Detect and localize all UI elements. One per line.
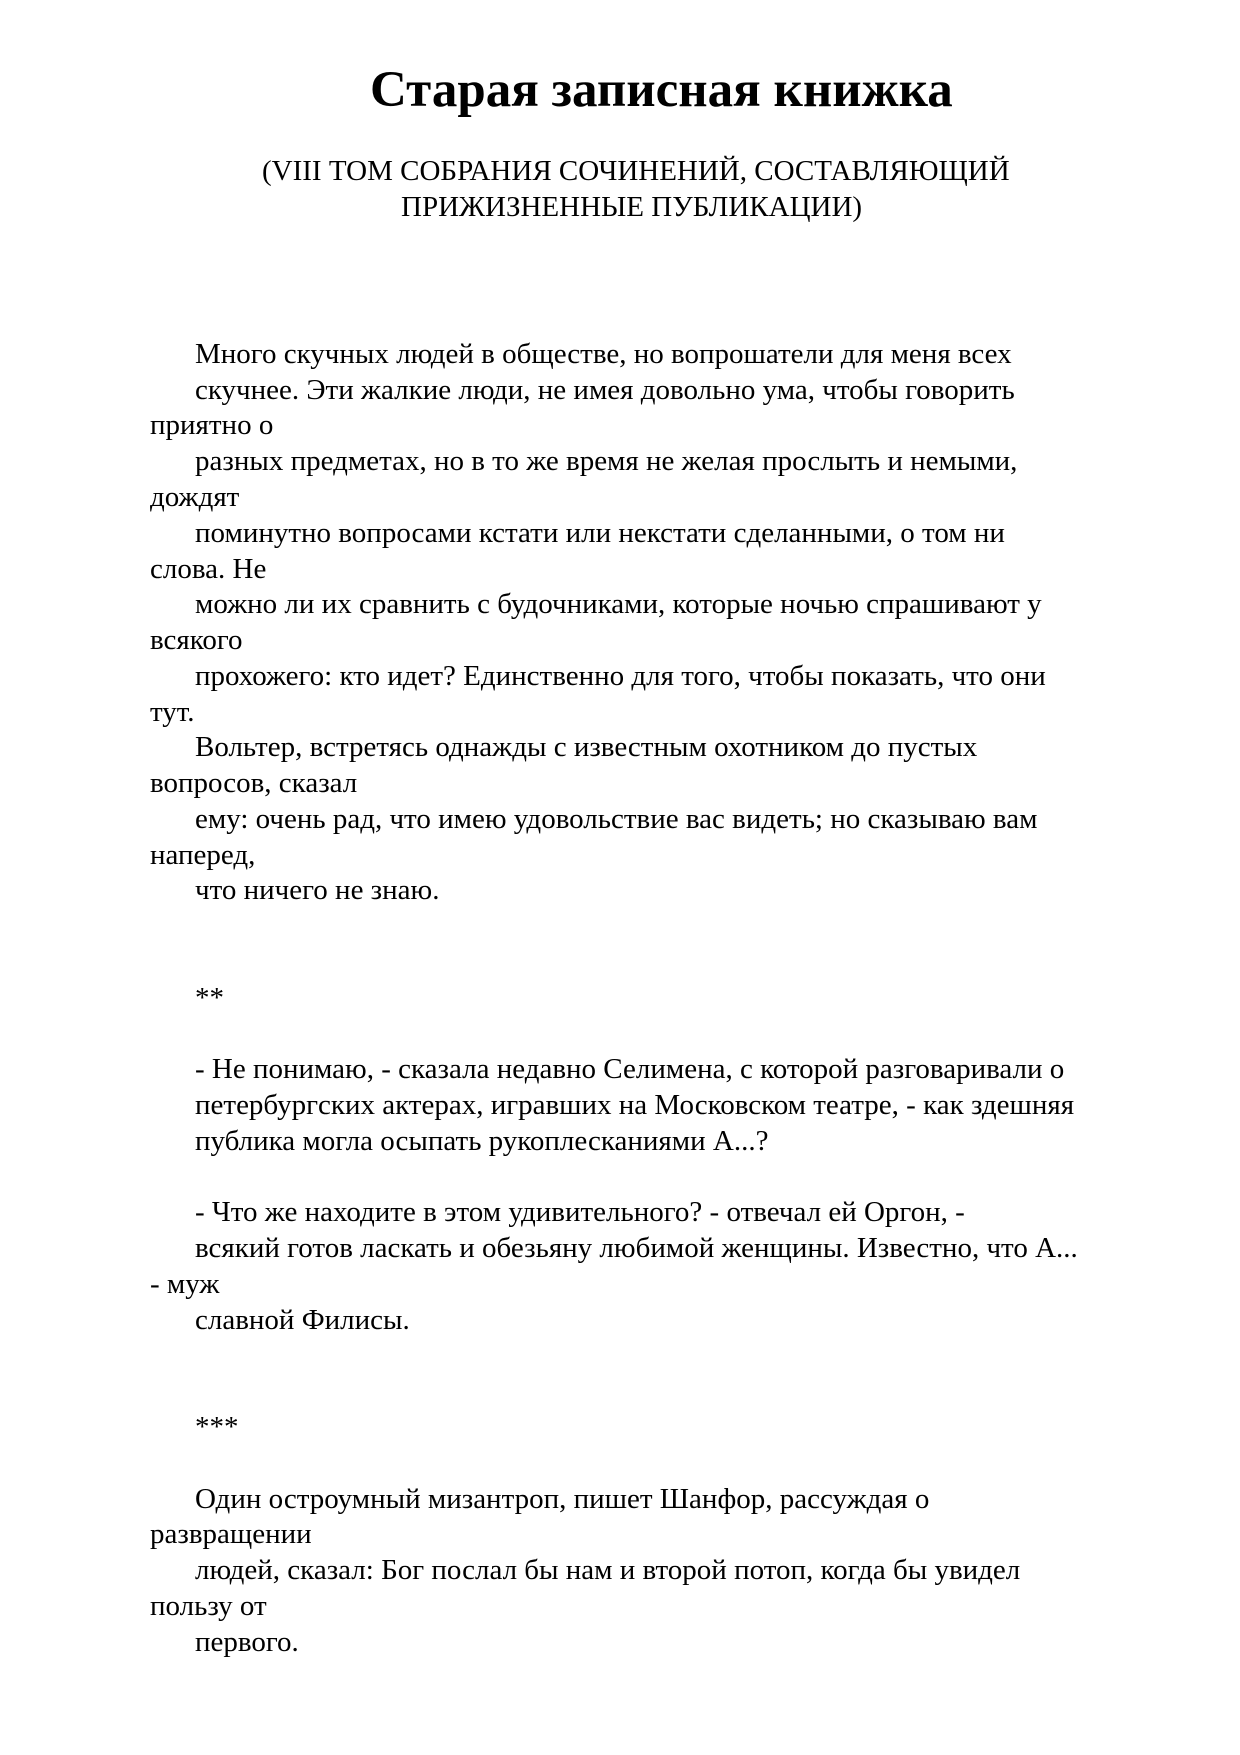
text-line: поминутно вопросами кстати или некстати сделанными, о том ни xyxy=(195,517,1005,549)
text-line: тут. xyxy=(150,696,195,728)
text-line: можно ли их сравнить с будочниками, которые ночью спрашивают у xyxy=(195,588,1042,620)
text-line: всякий готов ласкать и обезьяну любимой женщины. Известно, что А... xyxy=(195,1232,1078,1264)
text-line: пользу от xyxy=(150,1590,267,1622)
text-line: наперед, xyxy=(150,839,256,871)
text-line: слова. Не xyxy=(150,553,267,585)
text-line: вопросов, сказал xyxy=(150,767,358,799)
text-line: разных предметах, но в то же время не желая прослыть и немыми, xyxy=(195,445,1018,477)
text-line: всякого xyxy=(150,624,243,656)
text-line: ему: очень рад, что имею удовольствие вас видеть; но сказываю вам xyxy=(195,803,1038,835)
text-line: - Не понимаю, - сказала недавно Селимена, с которой разговаривали о xyxy=(195,1053,1065,1085)
section-separator: *** xyxy=(195,1411,239,1443)
text-line: славной Филисы. xyxy=(195,1304,410,1336)
text-line: что ничего не знаю. xyxy=(195,874,440,906)
text-line: скучнее. Эти жалкие люди, не имея довольно ума, чтобы говорить xyxy=(195,374,1015,406)
document-title: Старая записная книжка xyxy=(370,62,953,118)
text-line: Вольтер, встретясь однажды с известным охотником до пустых xyxy=(195,731,978,763)
text-line: петербургских актерах, игравших на Московском театре, - как здешняя xyxy=(195,1089,1075,1121)
document-subtitle xyxy=(262,153,1162,225)
text-line: прохожего: кто идет? Единственно для того, чтобы показать, что они xyxy=(195,660,1046,692)
text-line: публика могла осыпать рукоплесканиями А...? xyxy=(195,1125,769,1157)
text-line: - Что же находите в этом удивительного? - отвечал ей Оргон, - xyxy=(195,1196,965,1228)
subtitle-line: (VIII ТОМ СОБРАНИЯ СОЧИНЕНИЙ, СОСТАВЛЯЮЩИЙ xyxy=(262,155,1010,187)
text-line: развращении xyxy=(150,1518,312,1550)
text-line: Один остроумный мизантроп, пишет Шанфор, рассуждая о xyxy=(195,1483,930,1515)
text-line: дождят xyxy=(150,481,240,513)
text-line: людей, сказал: Бог послал бы нам и второй потоп, когда бы увидел xyxy=(195,1554,1021,1586)
text-line: Много скучных людей в обществе, но вопрошатели для меня всех xyxy=(195,338,1012,370)
section-separator: ** xyxy=(195,982,224,1014)
text-line: первого. xyxy=(195,1626,299,1658)
text-line: - муж xyxy=(150,1268,220,1300)
subtitle-line: ПРИЖИЗНЕННЫЕ ПУБЛИКАЦИИ) xyxy=(401,191,863,223)
text-line: приятно о xyxy=(150,409,274,441)
